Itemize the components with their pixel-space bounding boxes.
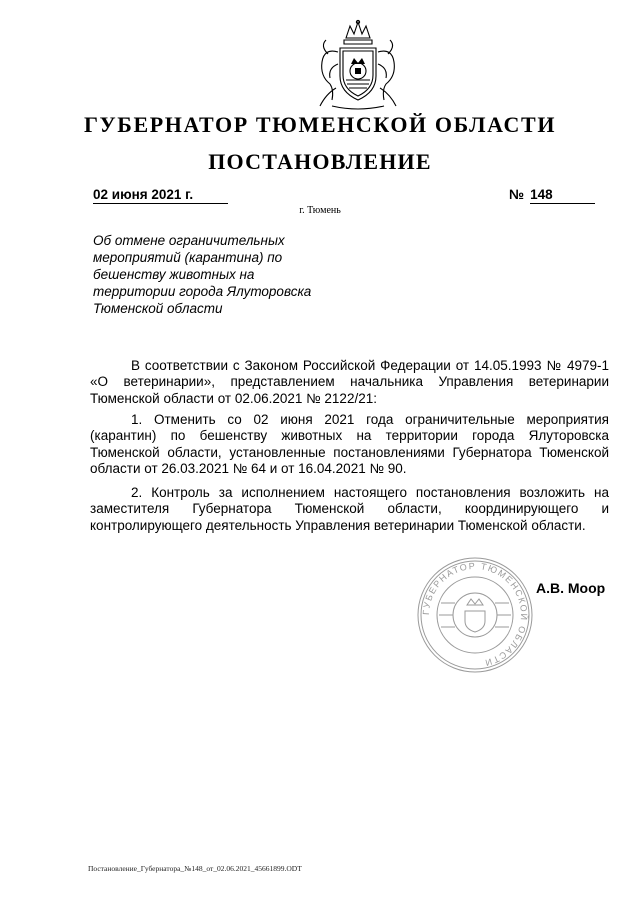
seal-lettering: ГУБЕРНАТОР ТЮМЕНСКОЙ ОБЛАСТИ — [420, 560, 530, 669]
official-seal-stamp — [415, 555, 535, 675]
signer-name: А.В. Моор — [536, 580, 606, 596]
coat-of-arms-emblem — [310, 18, 406, 112]
document-subject: Об отмене ограничительных мероприятий (карантина) по бешенству животных на территории города Ялуторовска Тюменской области — [93, 233, 312, 316]
document-date: 02 июня 2021 г. — [93, 187, 228, 204]
issuing-authority-title: ГУБЕРНАТОР ТЮМЕНСКОЙ ОБЛАСТИ — [83, 112, 557, 137]
number-sign: № — [509, 187, 525, 202]
body-paragraph-clause-1: 1. Отменить со 02 июня 2021 года ограничительные мероприятия (карантин) по бешенству животных на территории города Ялуторовска Тюменской области, установленные постановлениями Губернатора Тюменской области от 26.03.2021 № 64 и от 16.04.2021 № 90. — [90, 412, 609, 476]
number-value: 148 — [530, 187, 595, 204]
document-number — [509, 187, 595, 204]
issuing-city: г. Тюмень — [299, 205, 341, 216]
body-paragraph-clause-2: 2. Контроль за исполнением настоящего постановления возложить на заместителя Губернатора Тюменской области, координирующего и контролирующего деятельность Управления ветеринарии Тюменской области. — [90, 485, 609, 533]
document-type-heading: ПОСТАНОВЛЕНИЕ — [208, 149, 432, 174]
footer-filename: Постановление_Губернатора_№148_от_02.06.2021_45661899.ODT — [88, 864, 302, 873]
body-paragraph-preamble: В соответствии с Законом Российской Федерации от 14.05.1993 № 4979-1 «О ветеринарии», представлением начальника Управления ветеринарии Тюменской области от 02.06.2021 № 2122/21: — [90, 358, 609, 406]
